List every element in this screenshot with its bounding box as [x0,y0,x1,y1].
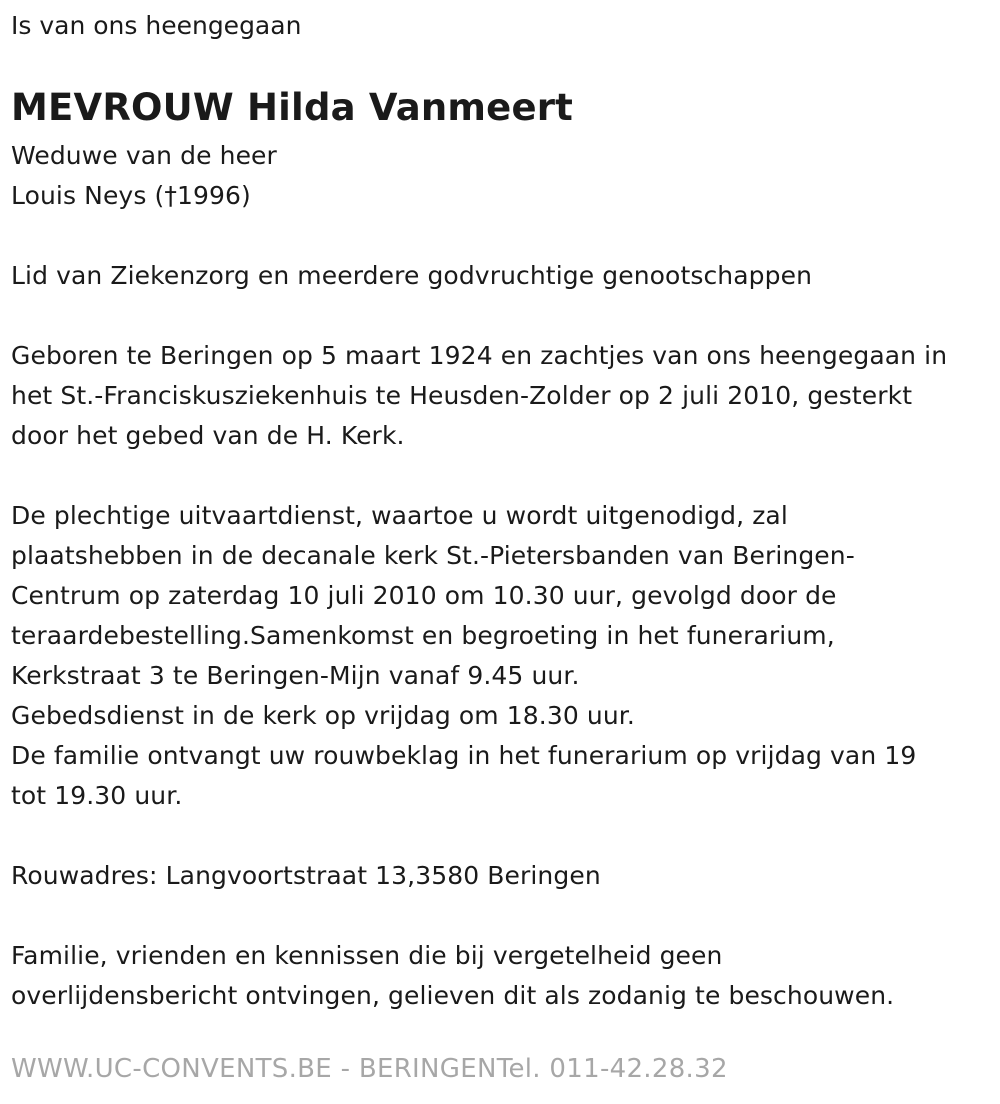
spouse-block [11,136,996,216]
paragraph-line: overlijdensbericht ontvingen, gelieven dit als zodanig te beschouwen. [11,981,895,1010]
closing-paragraph [11,936,996,1016]
intro-text: Is van ons heengegaan [11,11,302,40]
paragraph-line: Centrum op zaterdag 10 juli 2010 om 10.30 uur, gevolgd door de [11,581,837,610]
obituary-notice [11,8,996,1089]
paragraph-line: tot 19.30 uur. [11,781,183,810]
paragraph-line: het St.-Franciskusziekenhuis te Heusden-Zolder op 2 juli 2010, gesterkt [11,381,913,410]
footer-credit: WWW.UC-CONVENTS.BE - BERINGENTel. 011-42.28.32 [11,1054,728,1084]
paragraph-line: door het gebed van de H. Kerk. [11,421,405,450]
paragraph-line: De familie ontvangt uw rouwbeklag in het funerarium op vrijdag van 19 [11,741,917,770]
deceased-name: MEVROUW Hilda Vanmeert [11,86,574,129]
paragraph-line: Geboren te Beringen op 5 maart 1924 en zachtjes van ons heengegaan in [11,341,948,370]
birth-death-paragraph [11,336,996,456]
paragraph-line: Gebedsdienst in de kerk op vrijdag om 18.30 uur. [11,701,635,730]
paragraph-line: teraardebestelling.Samenkomst en begroeting in het funerarium, [11,621,835,650]
mourning-address: Rouwadres: Langvoortstraat 13,3580 Beringen [11,861,601,890]
paragraph-line: De plechtige uitvaartdienst, waartoe u wordt uitgenodigd, zal [11,501,788,530]
funeral-service-paragraph [11,496,996,816]
paragraph-line: plaatshebben in de decanale kerk St.-Pietersbanden van Beringen- [11,541,855,570]
paragraph-line: Familie, vrienden en kennissen die bij vergetelheid geen [11,941,723,970]
paragraph-line: Kerkstraat 3 te Beringen-Mijn vanaf 9.45 uur. [11,661,580,690]
spouse-line: Weduwe van de heer [11,141,277,170]
membership-text: Lid van Ziekenzorg en meerdere godvruchtige genootschappen [11,261,813,290]
spouse-line: Louis Neys (†1996) [11,181,251,210]
